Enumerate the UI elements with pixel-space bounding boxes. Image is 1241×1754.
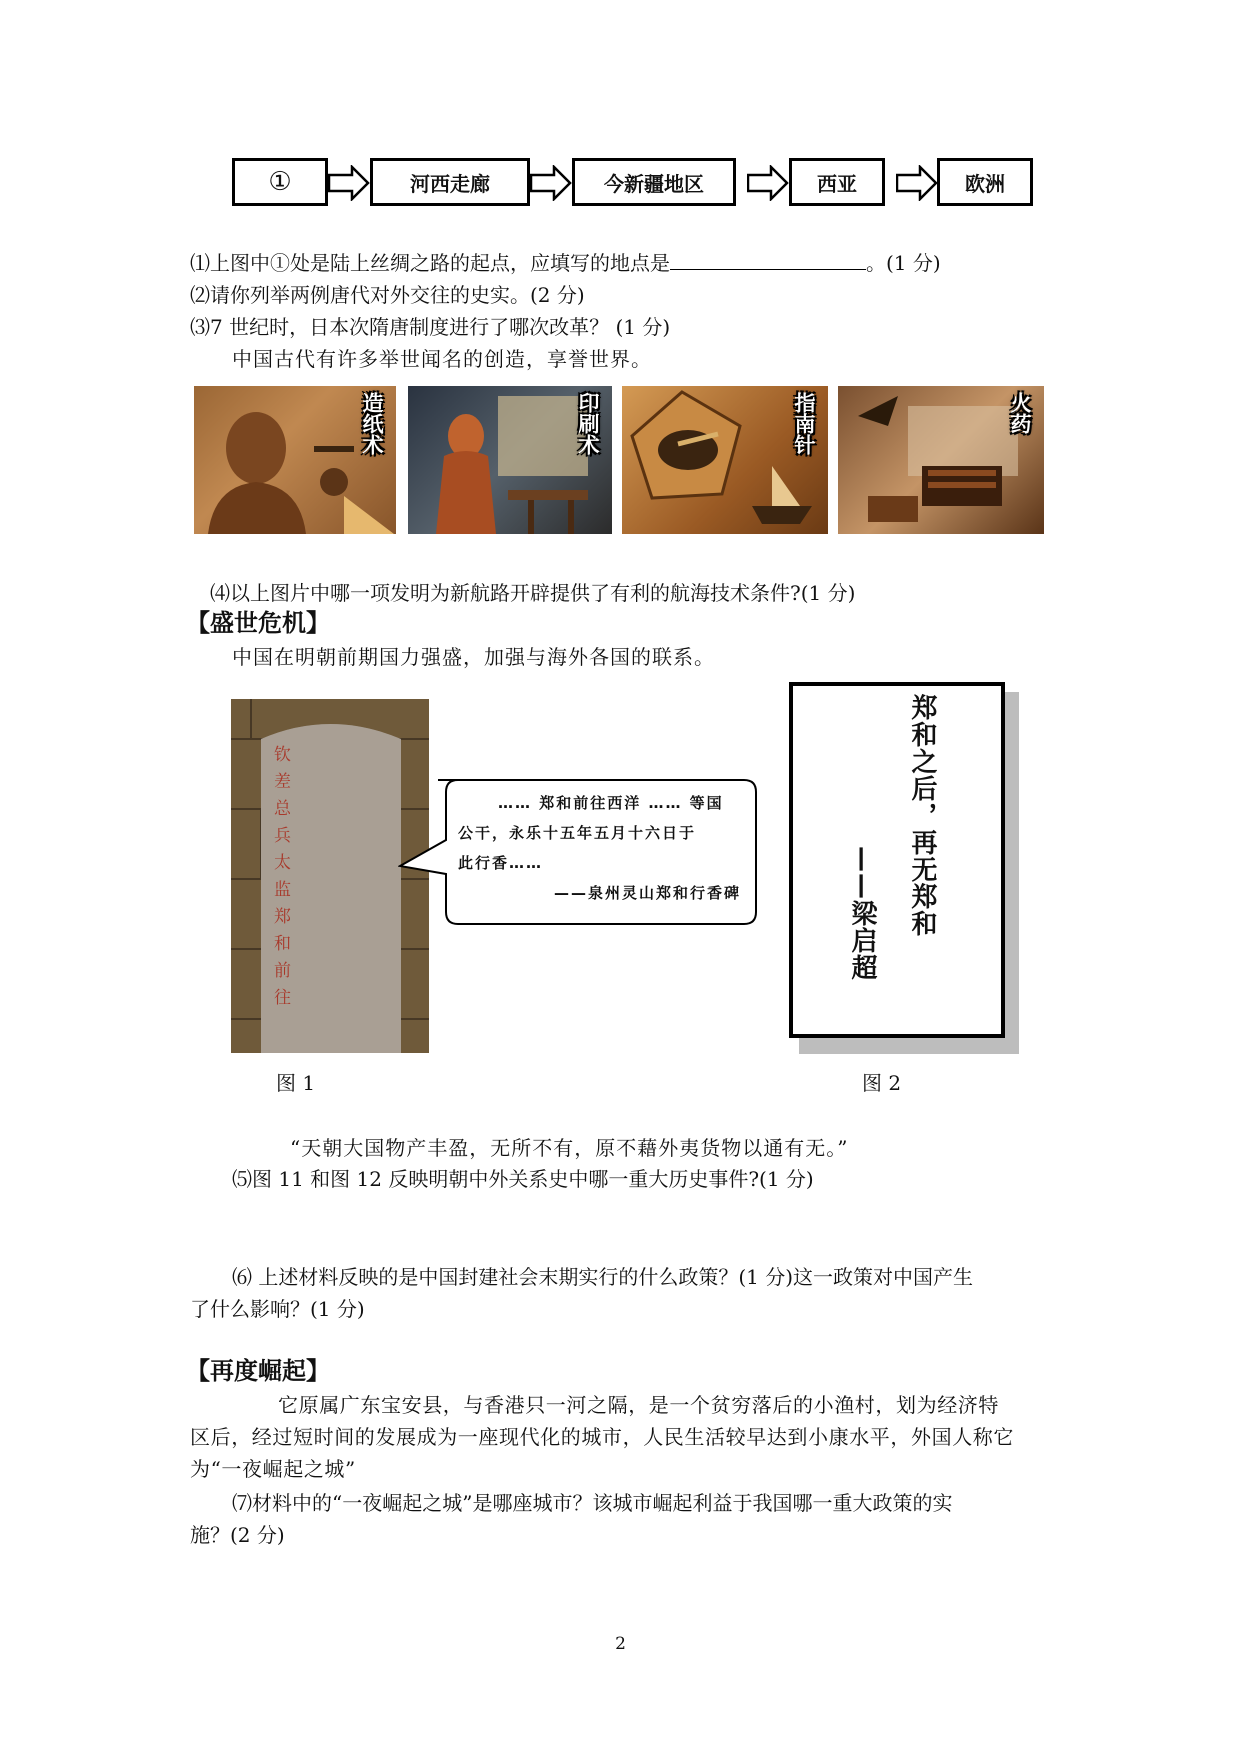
- figure-1-caption: 图 1: [276, 1071, 316, 1095]
- question-6-line-1: ⑹ 上述材料反映的是中国封建社会末期实行的什么政策？(1 分)这一政策对中国产生: [232, 1265, 974, 1289]
- stele-char: 总: [270, 799, 290, 826]
- question-1: [190, 248, 941, 278]
- stele-char: 前: [270, 961, 290, 988]
- compass-image: [622, 386, 828, 534]
- stele-char: 监: [270, 880, 290, 907]
- question-7-line-2: 施？(2 分): [190, 1523, 285, 1547]
- stele-char: 差: [270, 772, 290, 799]
- question-4: ⑷以上图片中哪一项发明为新航路开辟提供了有利的航海技术条件?(1 分): [210, 581, 856, 605]
- prosperity-intro: 中国在明朝前期国力强盛，加强与海外各国的联系。: [232, 645, 715, 669]
- stele-char: 太: [270, 853, 290, 880]
- invention-label: 造纸术: [360, 392, 384, 455]
- rise-paragraph-line-3: 为“一夜崛起之城”: [190, 1457, 356, 1481]
- papermaking-image: [194, 386, 396, 534]
- question-1-text: ⑴上图中①处是陆上丝绸之路的起点，应填写的地点是: [190, 251, 670, 275]
- route-node-europe: 欧洲: [937, 158, 1033, 206]
- question-7-line-1: ⑺材料中的“一夜崛起之城”是哪座城市？该城市崛起利益于我国哪一重大政策的实: [232, 1491, 953, 1515]
- quote-frame: [789, 682, 1005, 1038]
- section-title-prosperity: 【盛世危机】: [186, 609, 330, 637]
- route-arrow-icon: [896, 165, 938, 201]
- page-number: 2: [615, 1634, 626, 1654]
- route-node-hexi: 河西走廊: [370, 158, 530, 206]
- route-node-xinjiang: 今新疆地区: [572, 158, 736, 206]
- frame-main-text: 郑和之后，再无郑和: [907, 694, 937, 937]
- invention-label: 火药: [1008, 392, 1032, 434]
- question-2: ⑵请你列举两例唐代对外交往的史实。(2 分): [190, 283, 585, 307]
- stele-char: 兵: [270, 826, 290, 853]
- answer-blank[interactable]: [670, 249, 866, 270]
- bubble-line-2: 公干，永乐十五年五月十六日于: [458, 824, 697, 842]
- route-arrow-icon: [530, 165, 572, 201]
- question-3: ⑶7 世纪时，日本次隋唐制度进行了哪次改革？ (1 分): [190, 315, 671, 339]
- route-arrow-icon: [747, 165, 789, 201]
- bubble-source: ——泉州灵山郑和行香碑: [554, 884, 742, 902]
- rise-paragraph-line-1: 它原属广东宝安县，与香港只一河之隔，是一个贫穷落后的小渔村，划为经济特: [278, 1393, 999, 1417]
- stele-char: 往: [270, 988, 290, 1015]
- figure-2-caption: 图 2: [862, 1071, 902, 1095]
- stele-char: 钦: [270, 745, 290, 772]
- question-1-score: 。(1 分): [866, 251, 941, 275]
- stele-char: 郑: [270, 907, 290, 934]
- bubble-line-1: …… 郑和前往西洋 …… 等国: [498, 794, 724, 812]
- quote-text: “天朝大国物产丰盈，无所不有，原不藉外夷货物以通有无。”: [290, 1136, 849, 1160]
- invention-label: 指南针: [792, 392, 816, 455]
- route-arrow-icon: [328, 165, 370, 201]
- stele-char: 和: [270, 934, 290, 961]
- printing-image: [408, 386, 612, 534]
- inventions-intro: 中国古代有许多举世闻名的创造，享誉世界。: [232, 347, 652, 371]
- gunpowder-image: [838, 386, 1044, 534]
- rise-paragraph-line-2: 区后，经过短时间的发展成为一座现代化的城市，人民生活较早达到小康水平，外国人称它: [190, 1425, 1014, 1449]
- section-title-rise: 【再度崛起】: [186, 1357, 330, 1385]
- route-node-start: ①: [232, 158, 328, 206]
- route-node-west-asia: 西亚: [789, 158, 885, 206]
- invention-label: 印刷术: [576, 392, 600, 455]
- frame-author: ——梁启超: [847, 846, 877, 981]
- bubble-line-3: 此行香……: [458, 854, 544, 872]
- question-5: ⑸图 11 和图 12 反映明朝中外关系史中哪一重大历史事件?(1 分): [232, 1167, 814, 1191]
- question-6-line-2: 了什么影响？(1 分): [190, 1297, 365, 1321]
